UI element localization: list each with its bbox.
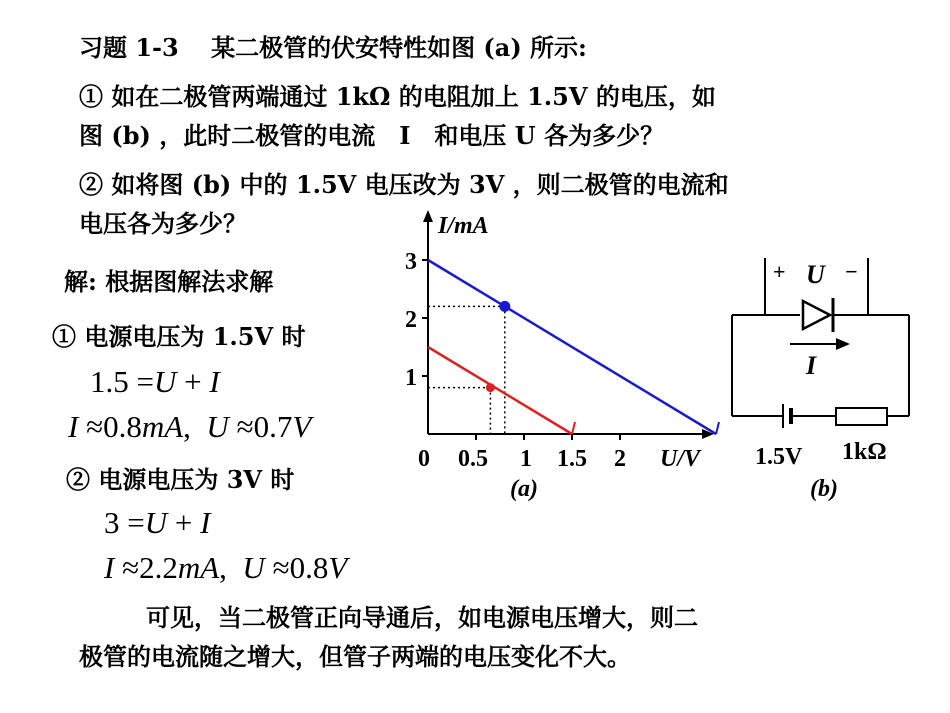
case-1-res-sep: ,: [183, 409, 191, 444]
case-1-eq-i: I: [209, 364, 220, 399]
case-2-eq-lhs: 3: [104, 505, 120, 540]
question-1-line-2: 图 (b) ，此时二极管的电流 I 和电压 U 各为多少？: [79, 121, 665, 150]
load-line-1-5v: [428, 347, 572, 434]
graph-y-arrow-icon: [423, 210, 433, 222]
circuit-plus: +: [773, 259, 786, 284]
circuit-resistor-label: 1kΩ: [842, 439, 887, 465]
circuit-minus: −: [845, 259, 858, 284]
graph-x-axis-label: U/V: [660, 446, 701, 472]
conclusion-line-2: 极管的电流随之增大，但管子两端的电压变化不大。: [79, 642, 631, 671]
question-1-line-1: ① 如在二极管两端通过 1kΩ 的电阻加上 1.5V 的电压，如: [79, 82, 716, 111]
case-1-res-i-val: ≈0.8: [86, 409, 142, 444]
case-2-res-i: I: [104, 550, 115, 585]
load-line-end-tick: [572, 422, 575, 434]
case-1-eq-equals: =: [136, 364, 154, 399]
case-1-res-i-unit: mA: [141, 409, 184, 444]
question-2-line-2: 电压各为多少？: [79, 209, 247, 238]
question-2-line-1: ② 如将图 (b) 中的 1.5V 电压改为 3V ，则二极管的电流和: [79, 170, 729, 199]
operating-point-3v: [499, 301, 510, 312]
x-tick-label-2: 2: [614, 446, 626, 472]
case-2-res-i-unit: mA: [177, 550, 220, 585]
x-tick-label-0-5: 0.5: [458, 446, 488, 472]
case-2-res-i-val: ≈2.2: [122, 550, 178, 585]
circuit-caption: (b): [810, 476, 838, 502]
case-2-label: ② 电源电压为 3V 时: [66, 465, 295, 494]
y-tick-label-2: 2: [405, 307, 417, 333]
conclusion-line-1: 可见，当二极管正向导通后，如电源电压增大，则二: [146, 603, 698, 632]
case-1-res-u: U: [206, 409, 229, 444]
x-tick-label-1-5: 1.5: [557, 446, 587, 472]
resistor-icon: [836, 408, 887, 425]
case-1-res-i: I: [68, 409, 79, 444]
graph-y-axis-label: I/mA: [438, 213, 489, 239]
case-2-res-sep: ,: [219, 550, 227, 585]
case-2-eq-u: U: [144, 505, 168, 540]
case-1-eq-plus: +: [184, 364, 202, 399]
load-line-3v: [428, 260, 716, 434]
operating-point-1-5v: [486, 383, 495, 392]
case-2-eq-equals: =: [127, 505, 145, 540]
circuit-u-label: U: [806, 260, 825, 289]
solution-heading: 解: 根据图解法求解: [64, 267, 274, 296]
graph-caption: (a): [510, 476, 538, 502]
problem-title: 习题 1-3 某二极管的伏安特性如图 (a) 所示:: [79, 33, 587, 62]
case-1-res-u-unit: V: [292, 409, 312, 444]
case-2-res-u-val: ≈0.8: [272, 550, 329, 585]
x-tick-label-0: 0: [418, 446, 430, 472]
circuit-i-label: I: [806, 351, 817, 380]
circuit-source-label: 1.5V: [755, 444, 803, 470]
case-2-eq-i: I: [200, 505, 211, 540]
case-1-eq-u: U: [153, 364, 177, 399]
y-tick-label-1: 1: [405, 365, 417, 391]
case-1-label: ① 电源电压为 1.5V 时: [52, 322, 306, 351]
case-2-res-u-unit: V: [328, 550, 348, 585]
case-1-res-u-val: ≈0.7: [236, 409, 293, 444]
case-2-eq-plus: +: [174, 505, 193, 540]
current-arrow-head-icon: [836, 338, 850, 350]
x-tick-label-1: 1: [520, 446, 532, 472]
load-line-end-tick: [716, 422, 719, 434]
diode-icon: [803, 301, 830, 329]
case-1-eq-lhs: 1.5: [90, 364, 129, 399]
case-2-res-u: U: [242, 550, 265, 585]
y-tick-label-3: 3: [405, 249, 417, 275]
